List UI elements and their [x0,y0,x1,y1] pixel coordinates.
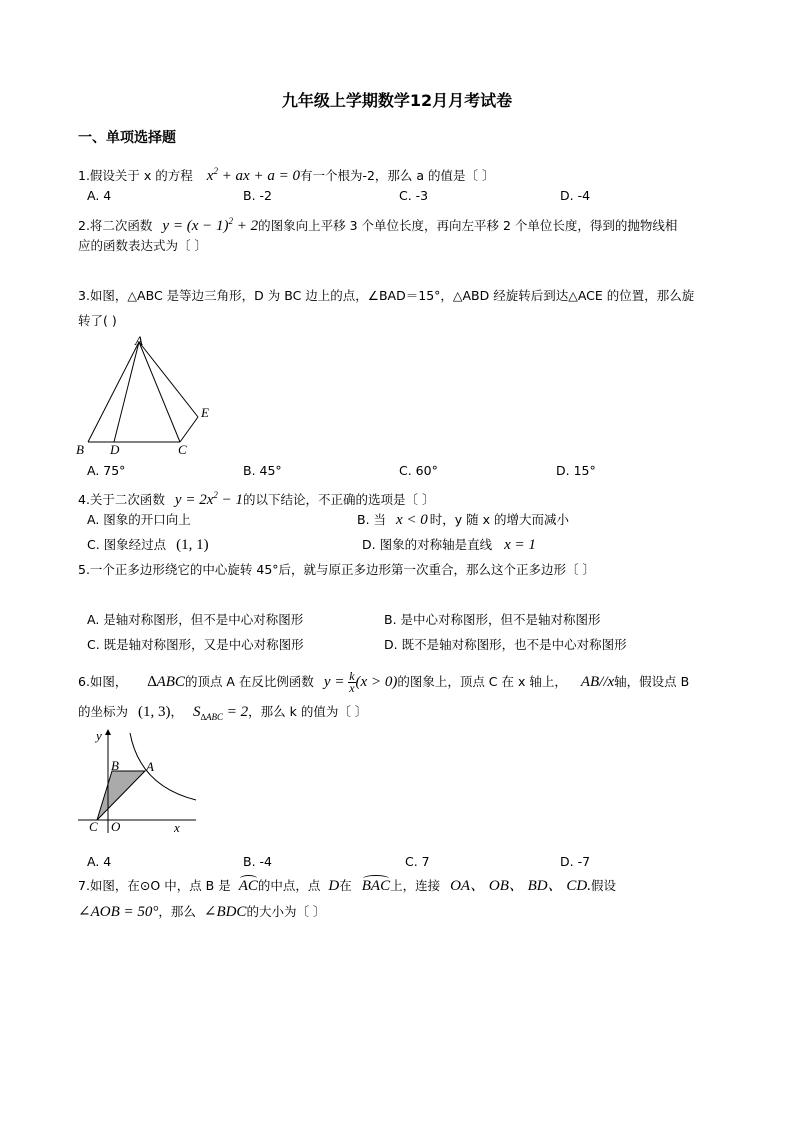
q5-text-line1: 5.一个正多边形绕它的中心旋转 45°后，就与原正多边形第一次重合，那么这个正多边形〔 〕 [78,562,596,577]
q4-option-c-math: (1, 1) [176,537,209,553]
q7-arc-bac: BAC [361,878,391,894]
q7-text-pre: 7.如图，在⊙O 中，点 B 是 [78,878,231,893]
q6-function: y = $\frac{k}{x}$ (x > 0) [323,669,398,696]
q4-option-b [357,512,569,528]
q6-parallel: AB//x [580,674,615,690]
q2-text-pre: 2.将二次函数 [78,218,153,233]
q5-option-d: D. 既不是轴对称图形，也不是中心对称图形 [384,637,627,652]
label-b: B [76,442,84,457]
axis-label-x: x [174,820,180,835]
q2-text-post: 的图象向上平移 3 个单位长度，再向左平移 2 个单位长度，得到的抛物线相 [258,218,678,233]
q4-option-b-math: x < 0 [396,512,428,528]
q6-point-b: (1, 3) [138,704,171,720]
q7-angle-aob: ∠AOB = 50° [78,904,159,920]
q1-option-b: B. -2 [243,188,272,203]
q4-option-b-post: 时，y 随 x 的增大而减小 [429,512,570,527]
segment-ab [88,342,139,442]
label-d: D [110,442,120,457]
q7-arc-ac: AC [238,878,258,894]
label-point-c: C [89,819,98,834]
q1-text-post: 有一个根为-2，那么 a 的值是〔 〕 [299,168,495,183]
question-2 [78,213,677,234]
q4-option-a: A. 图象的开口向上 [87,512,191,527]
q3-option-c: C. 60° [399,463,438,478]
label-point-b: B [111,758,119,773]
q7-text-post: 假设 [590,878,616,893]
q7-point-d: D [328,878,340,894]
label-a: A [135,333,143,348]
q4-option-d-pre: D. 图象的对称轴是直线 [362,537,493,552]
q6-text-mid1: 的顶点 A 在反比例函数 [184,674,314,689]
q1-text-pre: 1.假设关于 x 的方程 [78,168,193,183]
q7-segments: OA、 OB、 BD、 CD. [450,878,591,894]
q6-text-pre: 6.如图， [78,674,128,689]
q5-option-a: A. 是轴对称图形，但不是中心对称图形 [87,612,304,627]
coordinate-figure [78,728,203,838]
q6-option-a: A. 4 [87,854,112,869]
q5-option-c: C. 既是轴对称图形，又是中心对称图形 [87,637,304,652]
q6-text-mid2: 的图象上，顶点 C 在 x 轴上， [397,674,567,689]
question-4 [78,487,434,508]
triangle-figure [72,333,222,458]
q4-function: $y = 2x^2 - 1$ [174,490,243,508]
q6-text-line2-post: ，那么 k 的值为〔 〕 [248,704,368,719]
q3-option-d: D. 15° [556,463,596,478]
q1-option-a: A. 4 [87,188,112,203]
q1-equation: $x^2$ + ax + a = 0 [206,166,300,184]
q7-text-line2-post: ，那么 [158,904,196,919]
q4-text-post: 的以下结论，不正确的选项是〔 〕 [243,492,435,507]
q4-option-b-pre: B. 当 [357,512,387,527]
q6-triangle-abc: ∆ABC [147,674,185,690]
q6-option-d: D. -7 [560,854,591,869]
q6-option-c: C. 7 [405,854,430,869]
q6-option-b: B. -4 [243,854,272,869]
question-7-line2 [78,904,325,920]
hyperbola-curve [130,733,196,800]
q7-text-line2-end: 的大小为〔 〕 [246,904,326,919]
segment-ae [139,342,198,417]
section-heading: 一、单项选择题 [78,130,176,146]
q6-text-post: 轴，假设点 B [614,674,690,689]
q3-option-b: B. 45° [243,463,282,478]
q3-text-line1: 3.如图，△ABC 是等边三角形，D 为 BC 边上的点，∠BAD＝15°，△ABD 经旋转后到达△ACE 的位置，那么旋 [78,288,695,303]
q4-option-c [87,537,209,553]
q6-area: $S_{\Delta ABC} = 2$ [193,704,249,722]
axis-label-y: y [96,728,102,743]
q1-option-c: C. -3 [399,188,429,203]
label-c: C [178,442,187,457]
q4-option-d-math: x = 1 [504,537,536,553]
q2-function: $y = (x - 1)^2 + 2$ [162,216,259,234]
segment-ad [114,342,139,442]
segment-ce [180,417,198,442]
question-1 [78,163,495,184]
question-6 [78,671,689,694]
q4-option-d [362,537,536,553]
q1-option-d: D. -4 [560,188,591,203]
q4-option-c-pre: C. 图象经过点 [87,537,167,552]
q7-text-mid1: 的中点，点 [257,878,321,893]
q7-text-mid3: 上，连接 [390,878,441,893]
q4-text-pre: 4.关于二次函数 [78,492,165,507]
q5-option-b: B. 是中心对称图形，但不是轴对称图形 [384,612,601,627]
label-origin: O [111,819,121,834]
shaded-triangle-abc [97,771,145,820]
q3-text-line2: 转了( ) [78,313,117,328]
question-6-line2: 的坐标为 (1, 3)， $S_{\Delta ABC} = 2$，那么 k 的值为〔 〕 [78,704,368,722]
q7-angle-bdc: ∠BDC [203,904,247,920]
q3-option-a: A. 75° [87,463,126,478]
segment-ac [139,342,180,442]
question-7 [78,878,616,894]
label-point-a: A [146,759,154,774]
q6-text-line2-pre: 的坐标为 [78,704,129,719]
label-e: E [201,405,209,420]
page-title: 九年级上学期数学12月月考试卷 [281,91,513,110]
q2-text-line2: 应的函数表达式为〔 〕 [78,238,207,253]
q7-text-mid2: 在 [339,878,352,893]
